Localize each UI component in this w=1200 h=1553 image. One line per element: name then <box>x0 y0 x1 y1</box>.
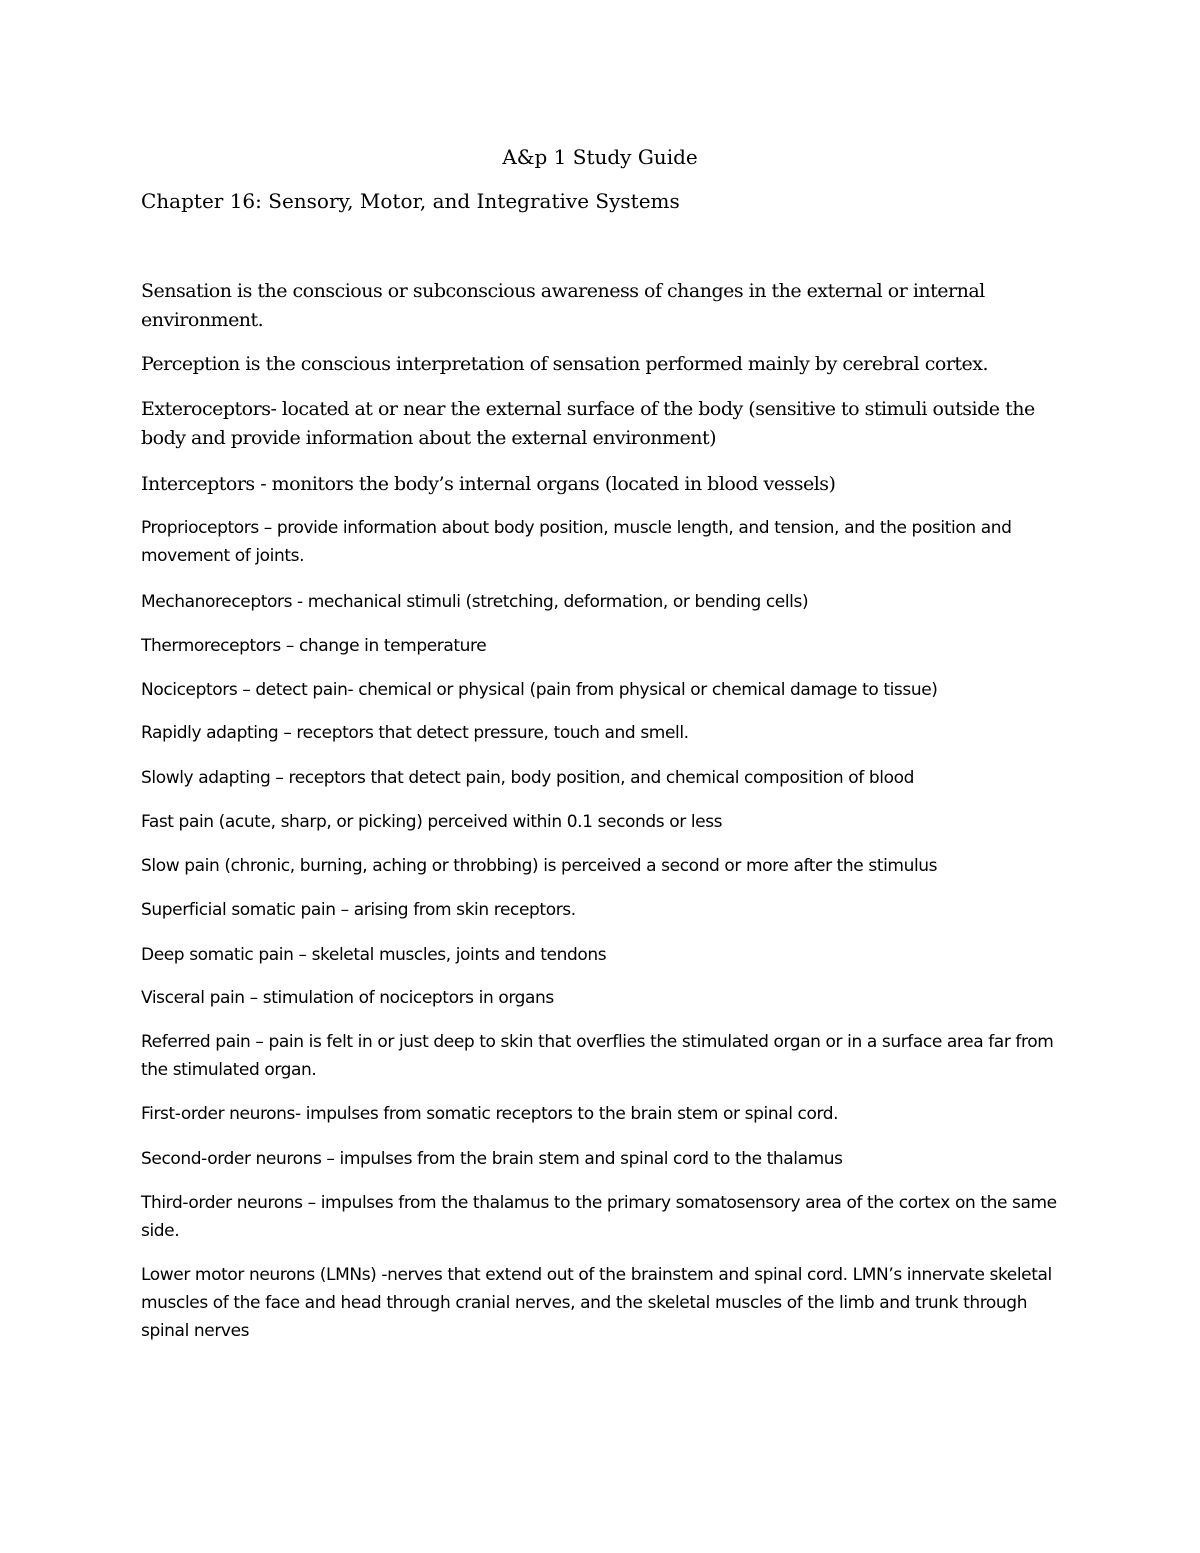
paragraph-thermoreceptors: Thermoreceptors – change in temperature <box>141 636 487 656</box>
paragraph-fast-pain: Fast pain (acute, sharp, or picking) perceived within 0.1 seconds or less <box>141 812 723 832</box>
paragraph-lower-motor-neurons: Lower motor neurons (LMNs) -nerves that extend out of the brainstem and spinal cord. LMN’s innervate skeletal muscles of the face and head through cranial nerves, and the skeletal muscles of the limb and trunk through spinal nerves <box>141 1265 1052 1341</box>
paragraph-slowly-adapting: Slowly adapting – receptors that detect pain, body position, and chemical composition of blood <box>141 768 914 788</box>
paragraph-sensation: Sensation is the conscious or subconscious awareness of changes in the external or internal environment. <box>141 280 985 331</box>
paragraph-second-order-neurons: Second-order neurons – impulses from the brain stem and spinal cord to the thalamus <box>141 1149 843 1169</box>
paragraph-mechanoreceptors: Mechanoreceptors - mechanical stimuli (stretching, deformation, or bending cells) <box>141 592 809 612</box>
paragraph-exteroceptors: Exteroceptors- located at or near the external surface of the body (sensitive to stimuli outside the body and provide information about the external environment) <box>141 398 1035 449</box>
paragraph-first-order-neurons: First-order neurons- impulses from somatic receptors to the brain stem or spinal cord. <box>141 1104 839 1124</box>
paragraph-slow-pain: Slow pain (chronic, burning, aching or throbbing) is perceived a second or more after the stimulus <box>141 856 938 876</box>
paragraph-deep-somatic-pain: Deep somatic pain – skeletal muscles, joints and tendons <box>141 945 607 965</box>
paragraph-nociceptors: Nociceptors – detect pain- chemical or physical (pain from physical or chemical damage to tissue) <box>141 680 938 700</box>
paragraph-superficial-somatic-pain: Superficial somatic pain – arising from skin receptors. <box>141 900 576 920</box>
paragraph-proprioceptors: Proprioceptors – provide information about body position, muscle length, and tension, and the position and movement of joints. <box>141 518 1012 566</box>
chapter-heading: Chapter 16: Sensory, Motor, and Integrative Systems <box>141 189 680 213</box>
paragraph-third-order-neurons: Third-order neurons – impulses from the thalamus to the primary somatosensory area of the cortex on the same side. <box>141 1193 1057 1241</box>
document-title: A&p 1 Study Guide <box>502 145 698 169</box>
paragraph-visceral-pain: Visceral pain – stimulation of nociceptors in organs <box>141 988 554 1008</box>
paragraph-perception: Perception is the conscious interpretation of sensation performed mainly by cerebral cortex. <box>141 353 989 375</box>
paragraph-rapidly-adapting: Rapidly adapting – receptors that detect pressure, touch and smell. <box>141 723 689 743</box>
paragraph-referred-pain: Referred pain – pain is felt in or just deep to skin that overflies the stimulated organ or in a surface area far from the stimulated organ. <box>141 1032 1054 1080</box>
paragraph-interceptors: Interceptors - monitors the body’s internal organs (located in blood vessels) <box>141 473 836 495</box>
